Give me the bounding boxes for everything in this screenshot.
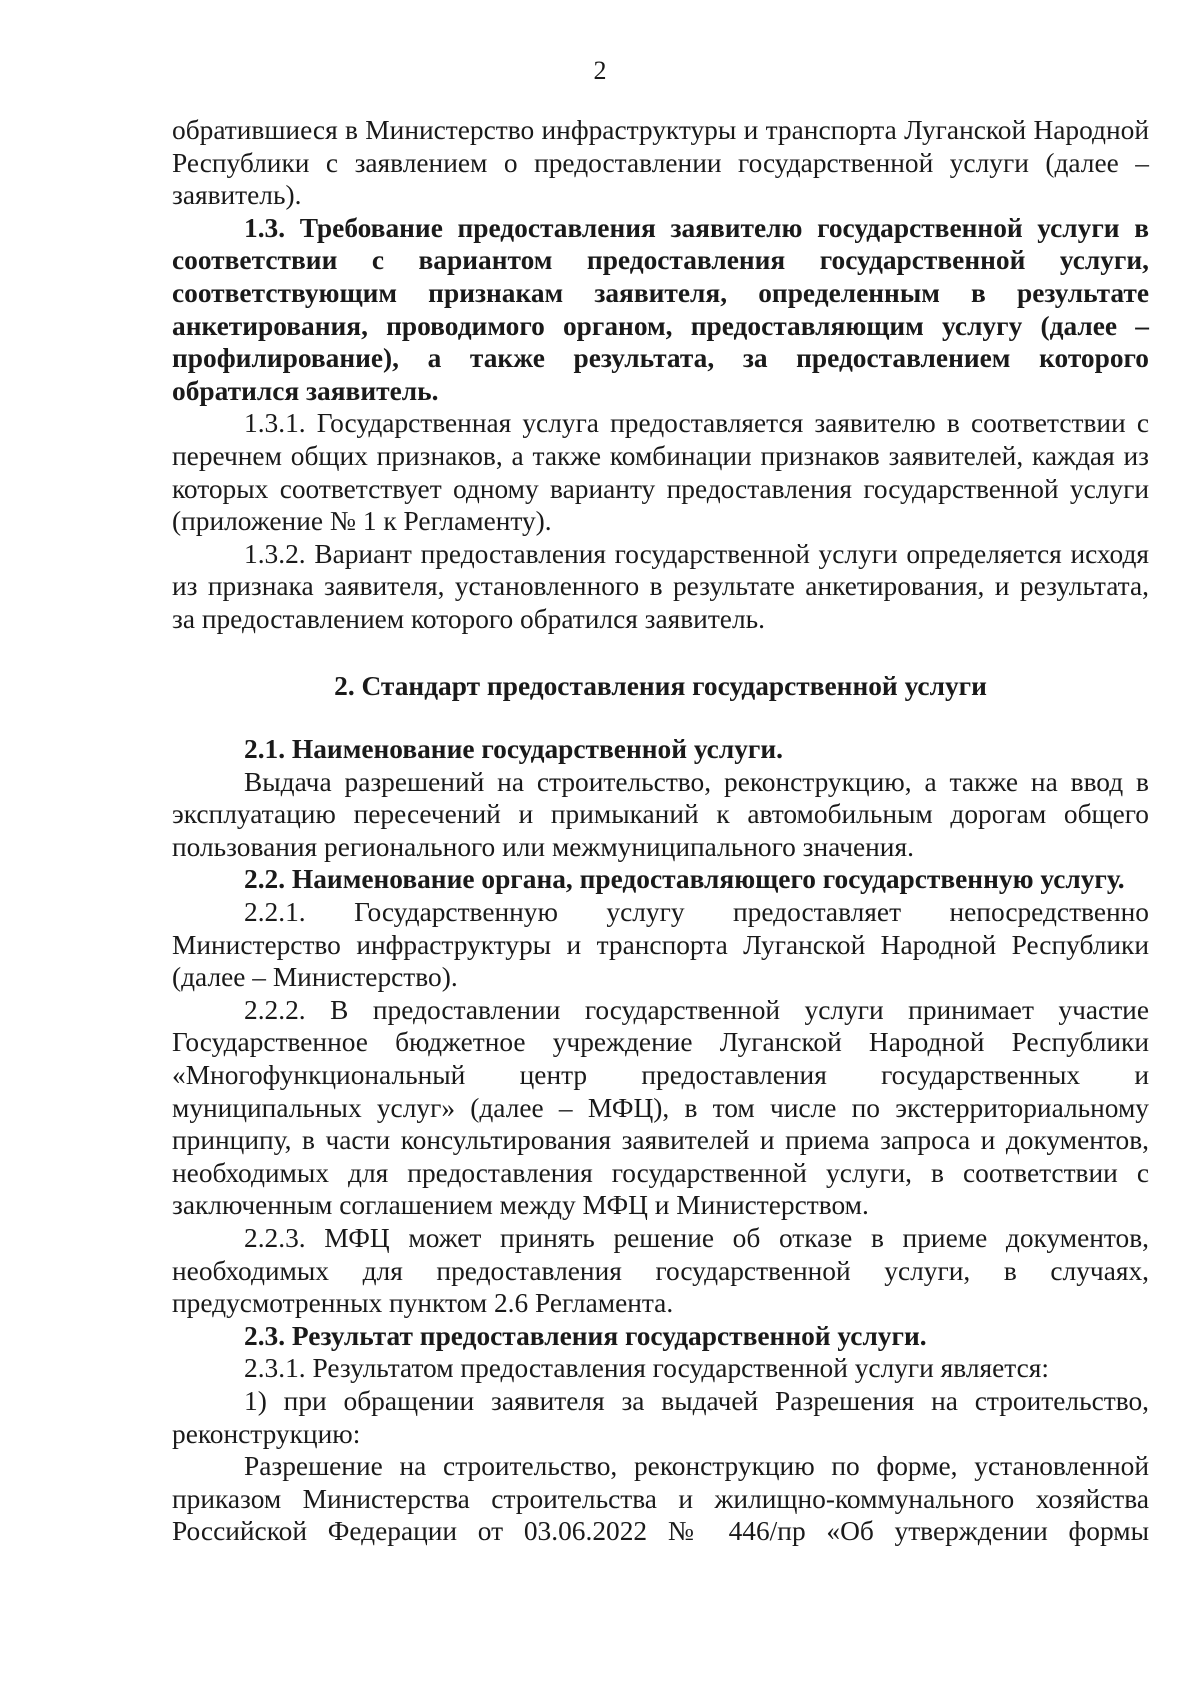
heading-2-1: 2.1. Наименование государственной услуги. [244,734,783,765]
paragraph-2-3-1-item-1: 1) при обращении заявителя за выдачей Разрешения на строительство, реконструкцию: [172,1385,1149,1449]
heading-2-2: 2.2. Наименование органа, предоставляющего государственную услугу. [244,864,1125,895]
paragraph-2-2-1: 2.2.1. Государственную услугу предоставляет непосредственно Министерство инфраструктуры и транспорта Луганской Народной Республики (далее – Министерство). [172,897,1149,993]
heading-1-3: 1.3. Требование предоставления заявителю государственной услуги в соответствии с вариантом предоставления государственной услуги, соответствующим признакам заявителя, определенным в результате анкетирования, проводимого органом, предоставляющим услугу (далее – профилирование), а также результата, за предоставлением которого обратился заявитель. [172,212,1149,406]
heading-2-3: 2.3. Результат предоставления государственной услуги. [244,1320,927,1351]
paragraph-2-2-3: 2.2.3. МФЦ может принять решение об отказе в приеме документов, необходимых для предоставления государственной услуги, в случаях, предусмотренных пунктом 2.6 Регламента. [172,1223,1149,1319]
document-body [172,114,1149,1548]
page-number: 2 [593,56,607,85]
section-2-heading: 2. Стандарт предоставления государственной услуги [334,670,987,701]
paragraph-permit-form: Разрешение на строительство, реконструкцию по форме, установленной приказом Министерства строительства и жилищно-коммунального хозяйства Российской Федерации от 03.06.2022 № 446/пр «Об утверждении формы [172,1451,1149,1547]
paragraph-1-3-1: 1.3.1. Государственная услуга предоставляется заявителю в соответствии с перечнем общих признаков, а также комбинации признаков заявителей, каждая из которых соответствует одному варианту предоставления государственной услуги (приложение № 1 к Регламенту). [172,408,1149,537]
paragraph-continuation: обратившиеся в Министерство инфраструктуры и транспорта Луганской Народной Республики с заявлением о предоставлении государственной услуги (далее – заявитель). [172,115,1149,211]
paragraph-2-1: Выдача разрешений на строительство, реконструкцию, а также на ввод в эксплуатацию пересечений и примыканий к автомобильным дорогам общего пользования регионального или межмуниципального значения. [172,766,1149,862]
paragraph-2-2-2: 2.2.2. В предоставлении государственной услуги принимает участие Государственное бюджетное учреждение Луганской Народной Республики «Многофункциональный центр предоставления государственных и муниципальных услуг» (далее – МФЦ), в том числе по экстерриториальному принципу, в части консультирования заявителей и приема запроса и документов, необходимых для предоставления государственной услуги, в соответствии с заключенным соглашением между МФЦ и Министерством. [172,994,1149,1221]
paragraph-2-3-1: 2.3.1. Результатом предоставления государственной услуги является: [244,1353,1049,1384]
paragraph-1-3-2: 1.3.2. Вариант предоставления государственной услуги определяется исходя из признака заявителя, установленного в результате анкетирования, и результата, за предоставлением которого обратился заявитель. [172,538,1149,634]
